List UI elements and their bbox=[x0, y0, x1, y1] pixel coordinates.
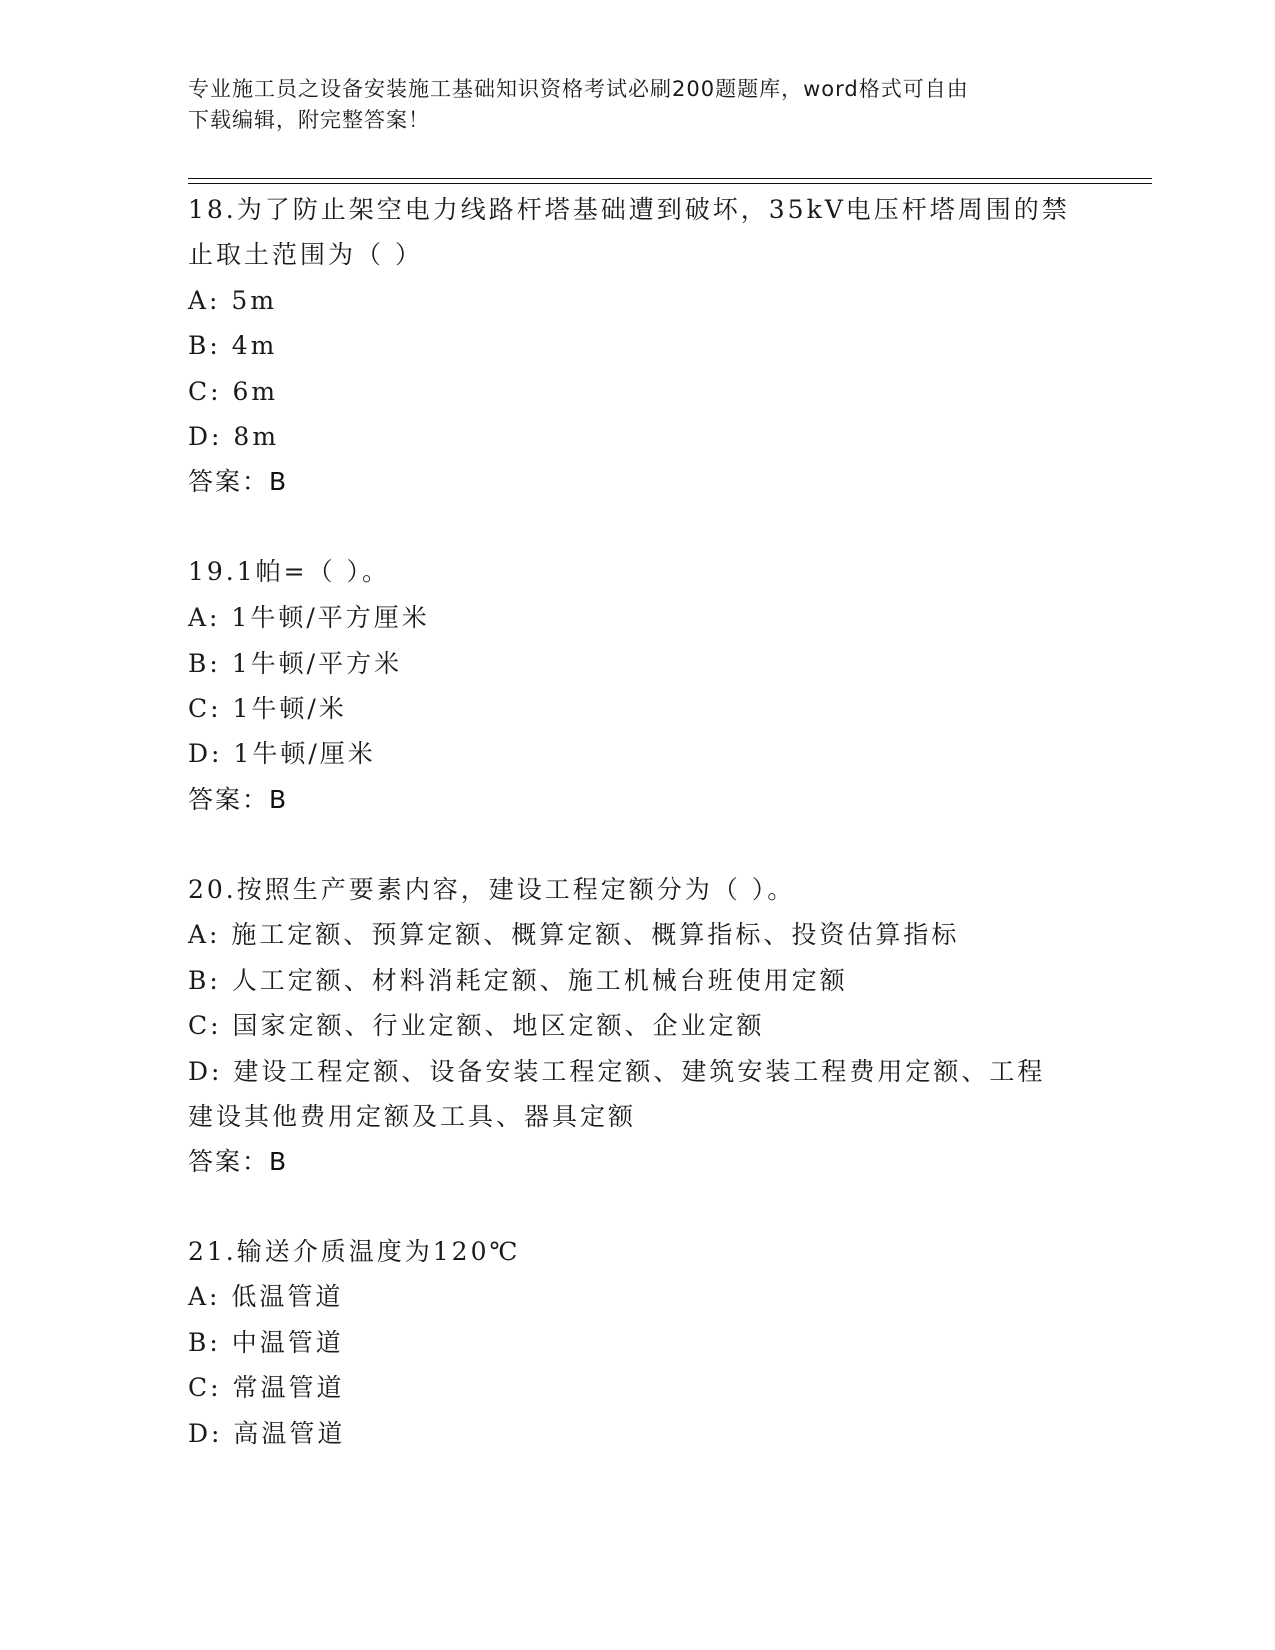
q19-option-b: B: 1牛顿/平方米 bbox=[188, 649, 403, 678]
q18-stem-line-1: 18.为了防止架空电力线路杆塔基础遭到破坏，35kV电压杆塔周围的禁 bbox=[188, 195, 1070, 224]
header-divider-bottom bbox=[188, 183, 1152, 184]
header-divider-top bbox=[188, 178, 1152, 179]
q20-stem: 20.按照生产要素内容，建设工程定额分为（ ）。 bbox=[188, 875, 796, 904]
header-line-2: 下载编辑，附完整答案！ bbox=[188, 108, 430, 132]
q20-option-a: A: 施工定额、预算定额、概算定额、概算指标、投资估算指标 bbox=[188, 920, 960, 949]
q21-stem: 21.输送介质温度为120℃ bbox=[188, 1237, 521, 1266]
q19-answer: 答案：B bbox=[188, 785, 289, 814]
q20-option-b: B: 人工定额、材料消耗定额、施工机械台班使用定额 bbox=[188, 966, 848, 995]
q18-option-b: B: 4m bbox=[188, 331, 278, 360]
q20-answer: 答案：B bbox=[188, 1147, 289, 1176]
q18-option-a: A: 5m bbox=[188, 286, 278, 315]
q21-option-b: B: 中温管道 bbox=[188, 1328, 344, 1357]
q20-option-d-line-1: D: 建设工程定额、设备安装工程定额、建筑安装工程费用定额、工程 bbox=[188, 1057, 1046, 1086]
q18-option-d: D: 8m bbox=[188, 422, 280, 451]
q19-option-d: D: 1牛顿/厘米 bbox=[188, 739, 376, 768]
q20-option-c: C: 国家定额、行业定额、地区定额、企业定额 bbox=[188, 1011, 765, 1040]
q19-option-a: A: 1牛顿/平方厘米 bbox=[188, 603, 430, 632]
q20-option-d-line-2: 建设其他费用定额及工具、器具定额 bbox=[188, 1102, 637, 1131]
q21-option-d: D: 高温管道 bbox=[188, 1419, 346, 1448]
q19-stem: 19.1帕=（ ）。 bbox=[188, 557, 391, 586]
q18-answer: 答案：B bbox=[188, 467, 289, 496]
q19-option-c: C: 1牛顿/米 bbox=[188, 694, 347, 723]
q18-stem-line-2: 止取土范围为（ ） bbox=[188, 240, 423, 269]
q18-option-c: C: 6m bbox=[188, 377, 279, 406]
document-header bbox=[188, 74, 1068, 136]
q21-option-c: C: 常温管道 bbox=[188, 1373, 345, 1402]
header-line-1: 专业施工员之设备安装施工基础知识资格考试必刷200题题库，word格式可自由 bbox=[188, 77, 969, 101]
q21-option-a: A: 低温管道 bbox=[188, 1282, 344, 1311]
